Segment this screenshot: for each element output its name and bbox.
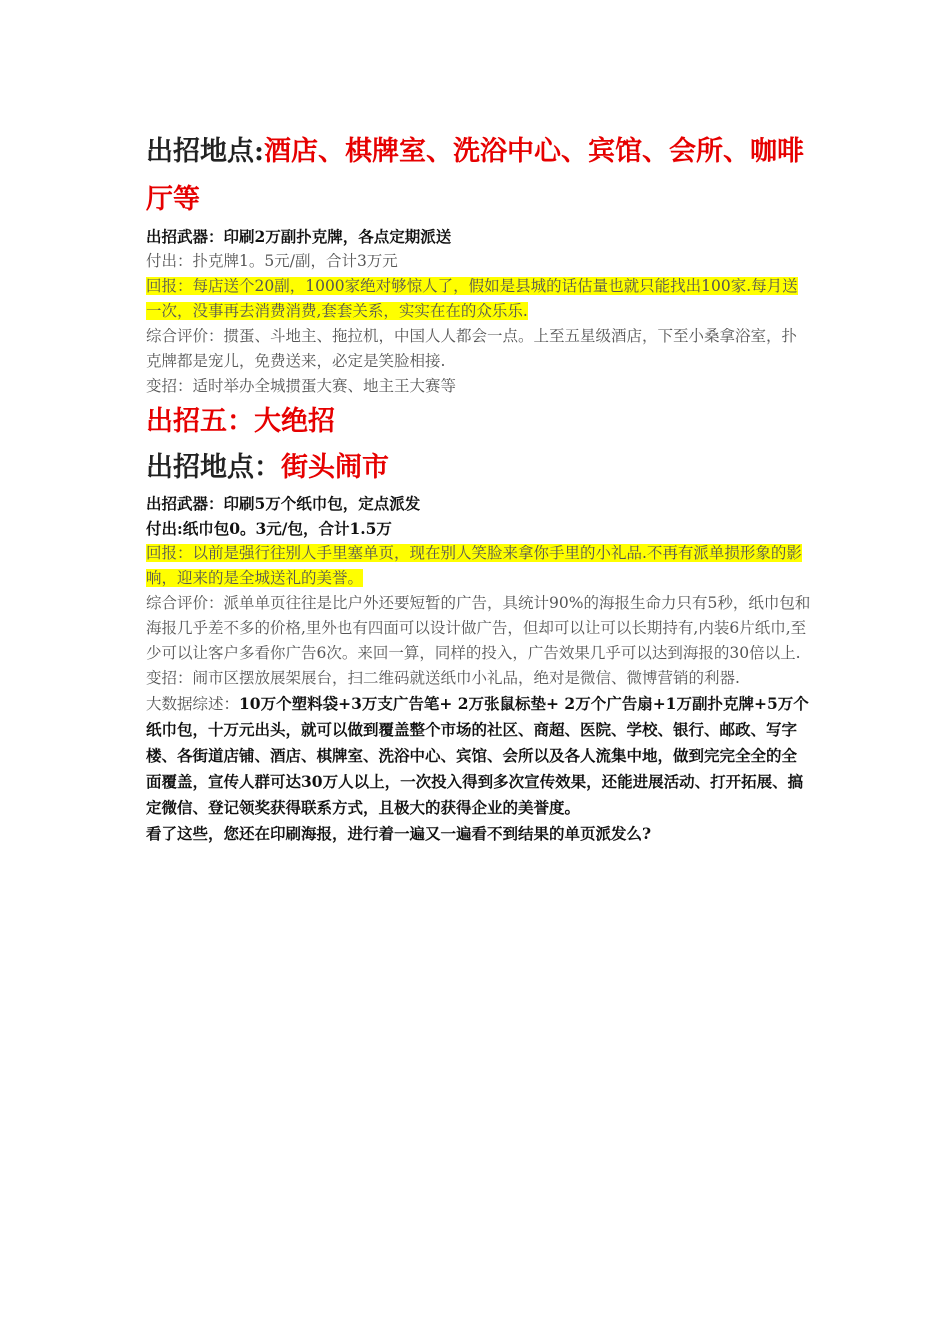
section5-summary-label: 大数据综述： <box>146 695 240 713</box>
section5-reward <box>146 541 811 591</box>
section5-summary <box>146 691 811 821</box>
section5-weapon: 出招武器：印刷5万个纸巾包，定点派发 <box>146 494 421 513</box>
section5-location-heading <box>146 445 811 491</box>
section4-location-label: 出招地点: <box>146 136 264 167</box>
section4-evaluation: 综合评价：掼蛋、斗地主、拖拉机，中国人人都会一点。上至五星级酒店，下至小桑拿浴室，扑克牌都是宠儿，免费送来，必定是笑脸相接. <box>146 327 798 370</box>
section5-cost: 付出:纸巾包0。3元/包，合计1.5万 <box>146 519 392 538</box>
section4-reward <box>146 274 811 324</box>
section4-weapon: 出招武器：印刷2万副扑克牌，各点定期派送 <box>146 227 452 246</box>
section4-location-heading <box>146 128 811 224</box>
section5-location-value: 街头闹市 <box>281 452 389 483</box>
section4-reward-text: 回报：每店送个20副，1000家绝对够惊人了，假如是县城的话估量也就只能找出100家.每月送一次，没事再去消费消费,套套关系，实实在在的众乐乐. <box>146 277 798 320</box>
section4-cost: 付出：扑克牌1。5元/副，合计3万元 <box>146 252 398 270</box>
section5-reward-text: 回报：以前是强行往别人手里塞单页，现在别人笑脸来拿你手里的小礼品.不再有派单损形象的影响，迎来的是全城送礼的美誉。 <box>146 544 802 587</box>
document-page <box>146 128 811 846</box>
section5-summary-text: 10万个塑料袋+3万支广告笔+ 2万张鼠标垫+ 2万个广告扇+1万副扑克牌+5万个纸巾包，十万元出头，就可以做到覆盖整个市场的社区、商超、医院、学校、银行、邮政、写字楼、各街道店铺、酒店、棋牌室、洗浴中心、宾馆、会所以及各人流集中地，做到完完全全的全面覆盖，宣传人群可达30万人以上，一次投入得到多次宣传效果，还能进展活动、打开拓展、搞定微信、登记领奖获得联系方式，且极大的获得企业的美誉度。 <box>146 694 809 817</box>
section5-variant: 变招：闹市区摆放展架展台，扫二维码就送纸巾小礼品，绝对是微信、微博营销的利器. <box>146 669 740 687</box>
section5-closing: 看了这些，您还在印刷海报，进行着一遍又一遍看不到结果的单页派发么? <box>146 824 652 843</box>
section4-location-value: 酒店、棋牌室、洗浴中心、宾馆、会所、咖啡厅等 <box>146 136 804 215</box>
section5-title: 出招五：大绝招 <box>146 406 335 437</box>
section5-location-label: 出招地点： <box>146 452 281 483</box>
section4-variant: 变招：适时举办全城掼蛋大赛、地主王大赛等 <box>146 377 457 395</box>
section5-evaluation: 综合评价：派单单页往往是比户外还要短暂的广告，具统计90%的海报生命力只有5秒，纸巾包和海报几乎差不多的价格,里外也有四面可以设计做广告，但却可以让可以长期持有,内装6片纸巾,至少可以让客户多看你广告6次。来回一算，同样的投入，广告效果几乎可以达到海报的30倍以上. <box>146 594 811 662</box>
